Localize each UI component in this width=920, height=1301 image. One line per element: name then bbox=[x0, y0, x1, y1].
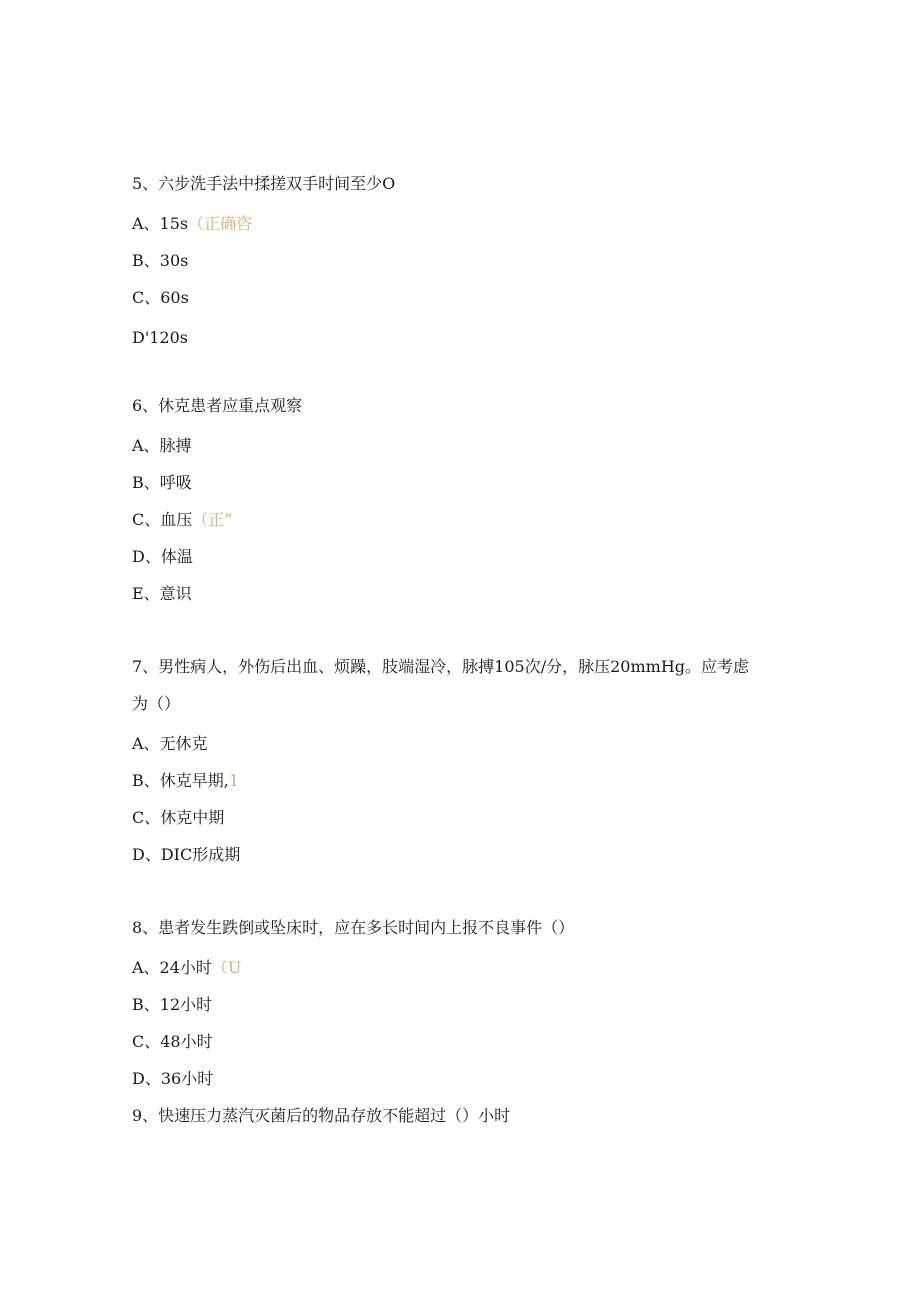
question-6-option-a: A、脉搏 bbox=[132, 436, 192, 455]
question-7-option-b: B、休克早期,1 bbox=[132, 771, 240, 790]
question-5-option-c: C、60s bbox=[132, 288, 189, 307]
question-8-option-c: C、48小时 bbox=[132, 1032, 213, 1051]
question-7-option-d: D、DIC形成期 bbox=[132, 845, 241, 864]
question-7-option-c: C、休克中期 bbox=[132, 808, 225, 827]
question-6-option-e: E、意识 bbox=[132, 584, 192, 603]
question-8-option-a: A、24小时（U bbox=[132, 958, 242, 977]
question-6-option-c: C、血压（正” bbox=[132, 510, 233, 529]
question-5-option-a: A、15s（正确咨 bbox=[132, 214, 253, 233]
question-6-option-d: D、体温 bbox=[132, 547, 193, 566]
question-7-stem-line-2: 为（） bbox=[132, 694, 181, 713]
question-5-stem: 5、六步洗手法中揉搓双手时间至少O bbox=[132, 174, 396, 193]
answer-mark: （正” bbox=[192, 510, 233, 529]
question-8-option-b: B、12小时 bbox=[132, 995, 213, 1014]
answer-mark: 1 bbox=[228, 771, 240, 790]
question-8-stem: 8、患者发生跌倒或坠床时，应在多长时间内上报不良事件（） bbox=[132, 918, 575, 937]
question-9-stem: 9、快速压力蒸汽灭菌后的物品存放不能超过（）小时 bbox=[132, 1106, 511, 1125]
question-5-option-b: B、30s bbox=[132, 251, 189, 270]
answer-mark: （正确咨 bbox=[188, 214, 253, 233]
question-7-option-a: A、无休克 bbox=[132, 734, 208, 753]
answer-mark: （U bbox=[211, 958, 242, 977]
question-6-stem: 6、休克患者应重点观察 bbox=[132, 396, 303, 415]
question-7-stem-line-1: 7、男性病人，外伤后出血、烦躁，肢端湿冷，脉搏105次/分，脉压20mmHg。应考虑 bbox=[132, 657, 750, 676]
question-6-option-b: B、呼吸 bbox=[132, 473, 192, 492]
question-5-option-d: D'120s bbox=[132, 328, 188, 347]
question-8-option-d: D、36小时 bbox=[132, 1069, 214, 1088]
